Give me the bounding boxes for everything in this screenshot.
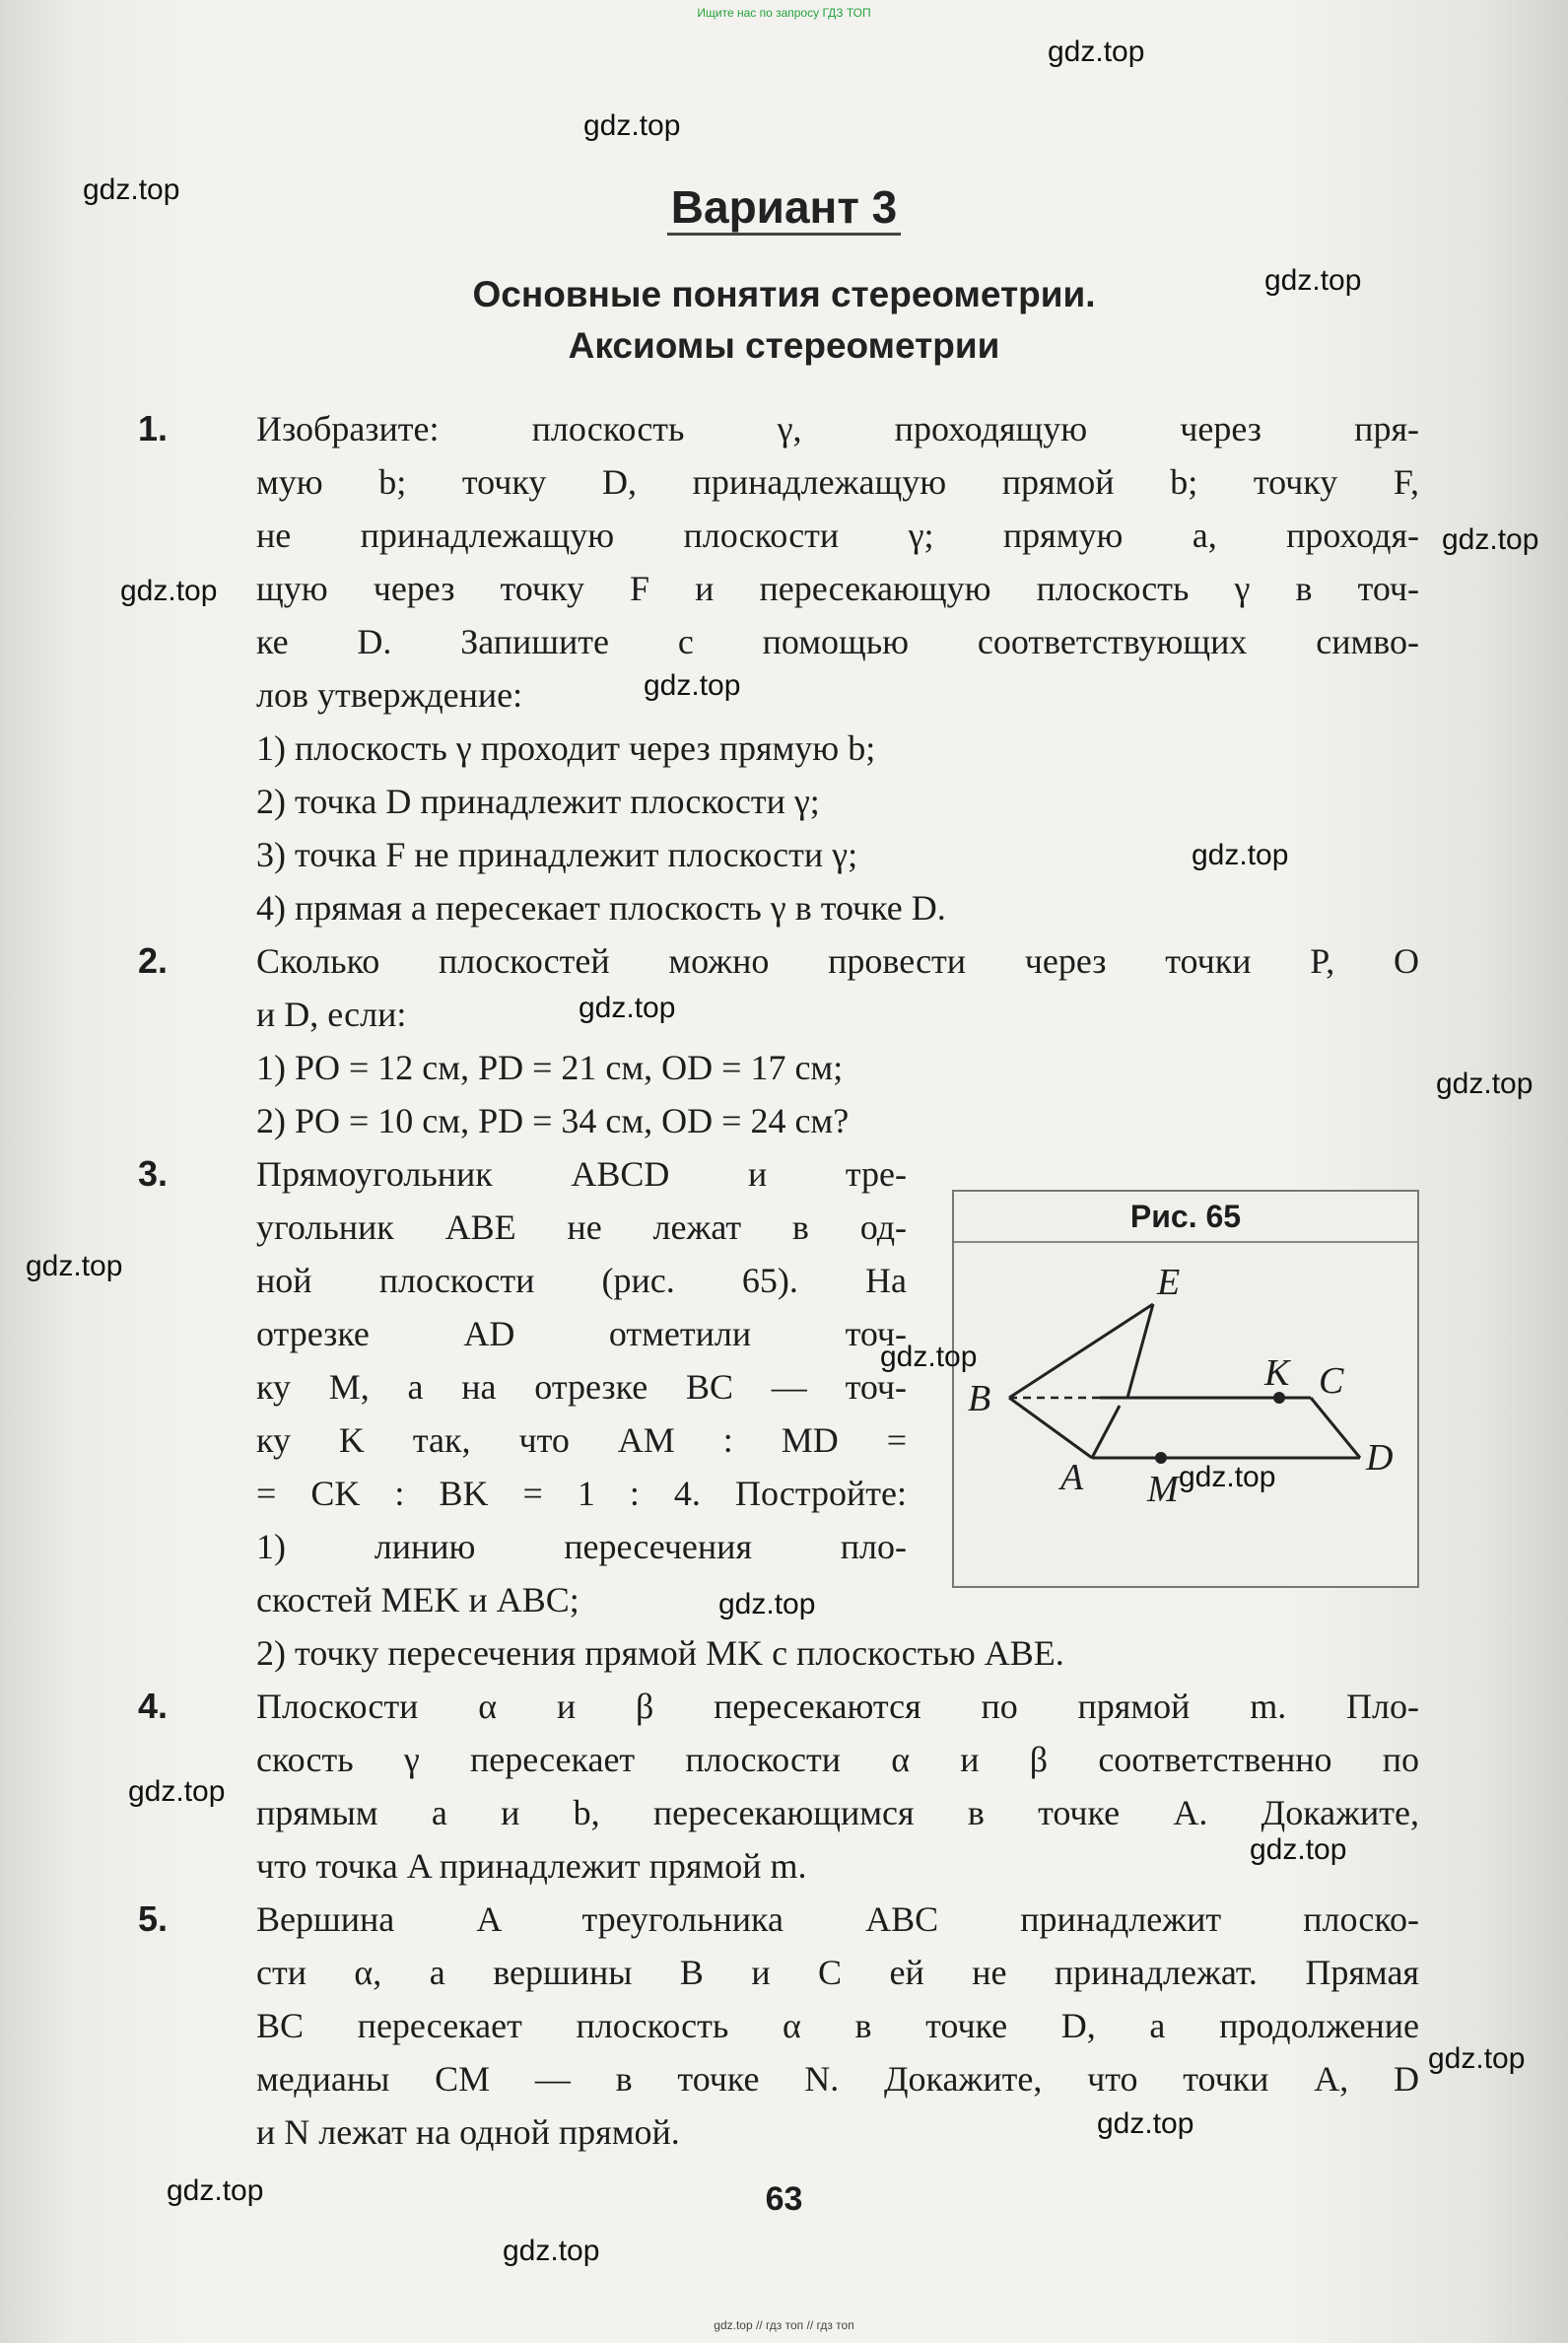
problem-5 [138, 1893, 1419, 2159]
problem-number: 2. [138, 940, 169, 981]
problem-line: 1) PO = 12 см, PD = 21 см, OD = 17 см; [256, 1048, 844, 1087]
watermark-link[interactable]: gdz.top [644, 669, 741, 702]
topic-title-line1: Основные понятия стереометрии. [472, 274, 1096, 314]
bottom-footer-note: gdz.top // гдз топ // гдз топ [714, 2318, 854, 2332]
label-e: E [1157, 1262, 1181, 1303]
watermark-link[interactable]: gdz.top [120, 575, 218, 607]
problem-line: ку M, а на отрезке BC — точ- [256, 1367, 907, 1407]
problem-number: 3. [138, 1153, 169, 1194]
watermark-link[interactable]: gdz.top [1250, 1833, 1347, 1866]
problem-line: ной плоскости (рис. 65). На [256, 1261, 907, 1300]
problem-line: прямым a и b, пересекающимся в точке A. Докажите, [256, 1793, 1419, 1832]
label-d: D [1366, 1437, 1394, 1479]
watermark-link[interactable]: gdz.top [880, 1341, 978, 1373]
problem-line: 1) линию пересечения пло- [256, 1527, 907, 1566]
problem-line: BC пересекает плоскость α в точке D, а продолжение [256, 2006, 1419, 2045]
figure-65 [952, 1190, 1419, 1588]
problem-line: мую b; точку D, принадлежащую прямой b; точку F, [256, 462, 1419, 502]
variant-title: Вариант 3 [0, 180, 1568, 234]
watermark-link[interactable]: gdz.top [167, 2174, 264, 2207]
problem-line: медианы CM — в точке N. Докажите, что точки A, D [256, 2059, 1419, 2099]
watermark-link[interactable]: gdz.top [1428, 2042, 1526, 2075]
problem-line: и D, если: [256, 995, 407, 1034]
problem-line: Изобразите: плоскость γ, проходящую через пря- [256, 409, 1419, 448]
edge-ea-lower [1092, 1406, 1120, 1458]
problem-line: отрезке AD отметили точ- [256, 1314, 907, 1353]
problem-line: не принадлежащую плоскости γ; прямую a, проходя- [256, 516, 1419, 555]
problem-line: Вершина A треугольника ABC принадлежит плоско- [256, 1899, 1419, 1939]
watermark-link[interactable]: gdz.top [1436, 1068, 1534, 1100]
watermark-link[interactable]: gdz.top [1048, 35, 1145, 68]
problem-number: 5. [138, 1898, 169, 1939]
top-banner-note: Ищите нас по запросу ГДЗ ТОП [697, 6, 871, 20]
problem-line: 1) плоскость γ проходит через прямую b; [256, 728, 876, 768]
problem-line: 2) точка D принадлежит плоскости γ; [256, 782, 820, 821]
problem-line: щую через точку F и пересекающую плоскость γ в точ- [256, 569, 1419, 608]
problem-line: = CK : BK = 1 : 4. Постройте: [256, 1474, 907, 1513]
watermark-link[interactable]: gdz.top [579, 992, 676, 1024]
problem-line: лов утверждение: [256, 675, 523, 715]
watermark-link[interactable]: gdz.top [1442, 523, 1539, 556]
watermark-link[interactable]: gdz.top [1264, 264, 1362, 297]
watermark-link[interactable]: gdz.top [1179, 1461, 1276, 1493]
watermark-link[interactable]: gdz.top [128, 1775, 226, 1808]
watermark-link[interactable]: gdz.top [503, 2235, 600, 2267]
figure-drawing [954, 1243, 1417, 1584]
label-b: B [968, 1378, 991, 1419]
edge-cd [1311, 1398, 1360, 1458]
edge-ba [1009, 1398, 1092, 1458]
label-m: M [1147, 1469, 1179, 1510]
point-m [1155, 1452, 1167, 1464]
label-a: A [1060, 1457, 1084, 1498]
problem-number: 4. [138, 1686, 169, 1726]
problem-line: ке D. Запишите с помощью соответствующих симво- [256, 622, 1419, 661]
problem-line: Плоскости α и β пересекаются по прямой m. Пло- [256, 1687, 1419, 1726]
problem-line: 3) точка F не принадлежит плоскости γ; [256, 835, 858, 874]
problem-2 [138, 934, 1419, 1147]
figure-caption: Рис. 65 [954, 1192, 1417, 1243]
problem-line: 4) прямая a пересекает плоскость γ в точке D. [256, 888, 946, 928]
watermark-link[interactable]: gdz.top [718, 1588, 816, 1620]
problem-line: 2) точку пересечения прямой MK с плоскостью ABE. [256, 1633, 1064, 1673]
topic-title-line2: Аксиомы стереометрии [568, 325, 1000, 366]
problem-number: 1. [138, 408, 169, 448]
problem-line: Сколько плоскостей можно провести через точки P, O [256, 941, 1419, 981]
problem-line: 2) PO = 10 см, PD = 34 см, OD = 24 см? [256, 1101, 850, 1140]
problem-line: Прямоугольник ABCD и тре- [256, 1154, 907, 1194]
page-number: 63 [765, 2180, 803, 2218]
problem-line: и N лежат на одной прямой. [256, 2112, 680, 2152]
watermark-link[interactable]: gdz.top [1192, 839, 1289, 871]
label-c: C [1319, 1360, 1344, 1402]
problem-line: скость γ пересекает плоскости α и β соответственно по [256, 1740, 1419, 1779]
watermark-link[interactable]: gdz.top [583, 109, 681, 142]
label-k: K [1264, 1352, 1290, 1394]
problem-line: скостей MEK и ABC; [256, 1580, 579, 1619]
problem-line: что точка A принадлежит прямой m. [256, 1846, 807, 1886]
watermark-link[interactable]: gdz.top [26, 1250, 123, 1282]
problem-line: сти α, а вершины B и C ей не принадлежат. Прямая [256, 1953, 1419, 1992]
watermark-link[interactable]: gdz.top [83, 173, 180, 206]
problem-line: угольник ABE не лежат в од- [256, 1207, 907, 1247]
problem-line: ку K так, что AM : MD = [256, 1420, 907, 1460]
problem-4 [138, 1680, 1419, 1893]
watermark-link[interactable]: gdz.top [1097, 2107, 1194, 2140]
